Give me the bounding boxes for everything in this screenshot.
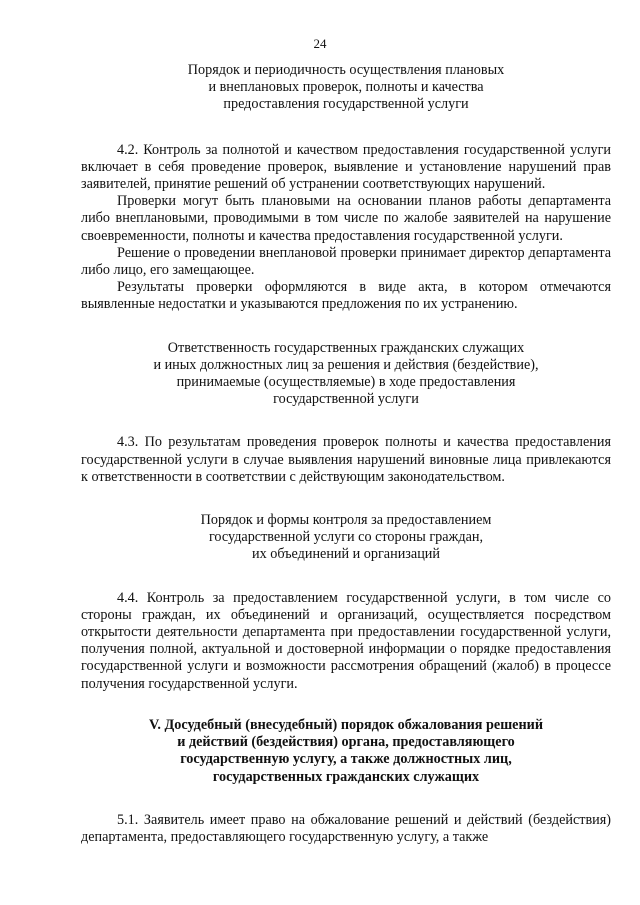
paragraph-4-4: 4.4. Контроль за предоставлением государственной услуги, в том числе со стороны граждан, их объединений и организаций, осуществляется посредством открытости деятельности департамента при предоставлении государственной услуги, получения полной, актуальной и достоверной информации о порядке предоставления государственной услуги и возможности рассмотрения обращений (жалоб) в процессе получения государственной услуги. [81, 589, 611, 692]
paragraph-unplanned-decision: Решение о проведении внеплановой проверки принимает директор департамента либо лицо, его замещающее. [81, 244, 611, 279]
section-heading-inspections: Порядок и периодичность осуществления плановых и внеплановых проверок, полноты и качества предоставления государственной услуги [187, 62, 505, 113]
paragraph-4-2: 4.2. Контроль за полнотой и качеством предоставления государственной услуги включает в себя проведение проверок, выявление и установление нарушений прав заявителей, принятие решений об устранении соответствующих нарушений. [81, 141, 611, 193]
document-body [81, 62, 611, 846]
section-heading-responsibility: Ответственность государственных гражданских служащих и иных должностных лиц за решения и действия (бездействие), принимаемые (осуществляемые) в ходе предоставления государственной услуги [153, 339, 539, 408]
paragraph-check-results: Результаты проверки оформляются в виде акта, в котором отмечаются выявленные недостатки и указываются предложения по их устранению. [81, 279, 611, 313]
section-heading-public-control: Порядок и формы контроля за предоставлением государственной услуги со стороны граждан, их объединений и организаций [200, 512, 492, 563]
chapter-heading-appeal: V. Досудебный (внесудебный) порядок обжалования решений и действий (бездействия) органа, предоставляющего государственную услугу, а также должностных лиц, государственных гражданских служащих [149, 716, 543, 785]
paragraph-5-1: 5.1. Заявитель имеет право на обжалование решений и действий (бездействия) департамента, предоставляющего государственную услугу, а также [81, 811, 611, 845]
page-number: 24 [313, 36, 327, 51]
paragraph-planned-checks: Проверки могут быть плановыми на основании планов работы департамента либо внеплановыми, проводимыми в том числе по жалобе заявителей на нарушение своевременности, полноты и качества предоставления государственной услуги. [81, 193, 611, 244]
paragraph-4-3: 4.3. По результатам проведения проверок полноты и качества предоставления государственной услуги в случае выявления нарушений виновные лица привлекаются к ответственности в соответствии с действующим законодательством. [81, 434, 611, 485]
